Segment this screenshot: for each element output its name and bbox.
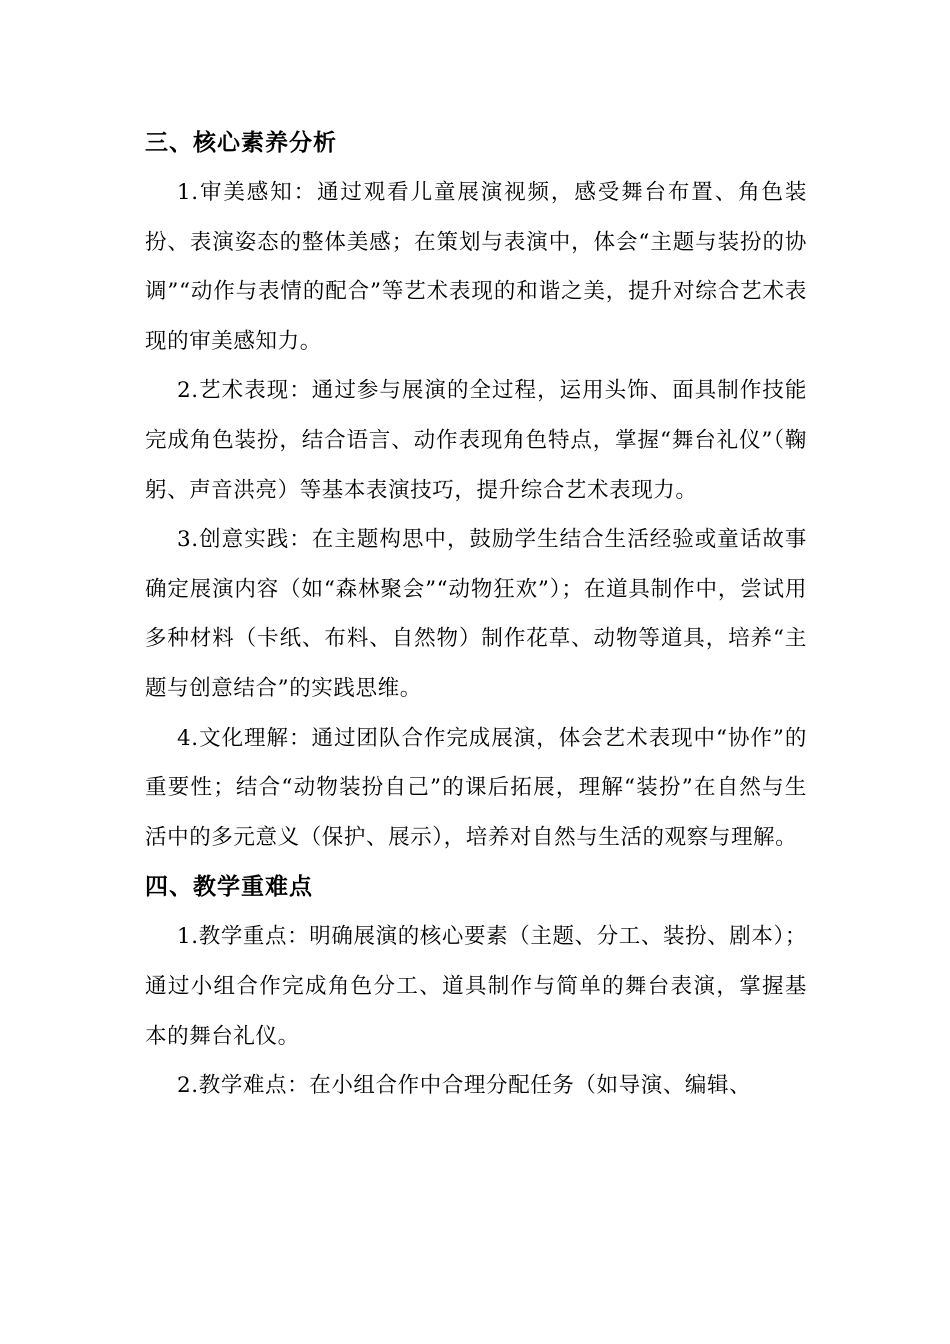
- paragraph-teaching-difficulties: 2.教学难点：在小组合作中合理分配任务（如导演、编辑、: [177, 1073, 752, 1099]
- paragraph-aesthetic-perception: 1.审美感知：通过观看儿童展演视频，感受舞台布置、角色装扮、表演姿态的整体美感；在策划与表演中，体会“主题与装扮的协调”“动作与表情的配合”等艺术表现的和谐之美，提升对综合艺术表现的审美感知力。: [145, 180, 807, 354]
- section-heading-core-literacy: 三、核心素养分析: [145, 130, 337, 156]
- document-page: [145, 118, 807, 1111]
- paragraph-artistic-expression: 2.艺术表现：通过参与展演的全过程，运用头饰、面具制作技能完成角色装扮，结合语言、动作表现角色特点，掌握“舞台礼仪”（鞠躬、声音洪亮）等基本表演技巧，提升综合艺术表现力。: [145, 378, 807, 503]
- paragraph-teaching-key-points: 1.教学重点：明确展演的核心要素（主题、分工、装扮、剧本）；通过小组合作完成角色分工、道具制作与简单的舞台表演，掌握基本的舞台礼仪。: [145, 924, 807, 1049]
- section-heading-key-difficult-points: 四、教学重难点: [145, 874, 313, 901]
- paragraph-cultural-understanding: 4.文化理解：通过团队合作完成展演，体会艺术表现中“协作”的重要性；结合“动物装扮自己”的课后拓展，理解“装扮”在自然与生活中的多元意义（保护、展示），培养对自然与生活的观察与理解。: [145, 725, 807, 850]
- paragraph-creative-practice: 3.创意实践：在主题构思中，鼓励学生结合生活经验或童话故事确定展演内容（如“森林聚会”“动物狂欢”）；在道具制作中，尝试用多种材料（卡纸、布料、自然物）制作花草、动物等道具，培养“主题与创意结合”的实践思维。: [145, 527, 807, 701]
